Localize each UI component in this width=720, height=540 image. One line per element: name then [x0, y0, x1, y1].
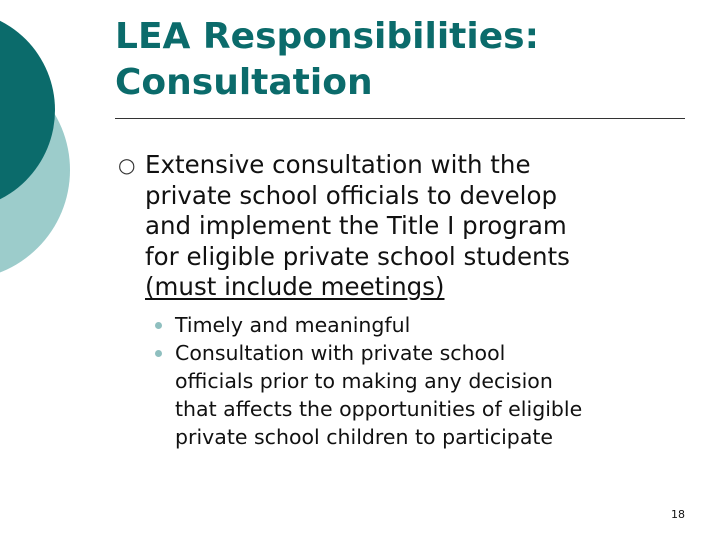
main-bullet-line: Extensive consultation with the: [145, 150, 531, 179]
dot-bullet-icon: [155, 350, 162, 357]
page-number: 18: [671, 508, 685, 521]
ring-bullet-icon: ○: [118, 153, 136, 177]
sub-bullet-line: Timely and meaningful: [175, 313, 411, 337]
title-divider: [115, 118, 685, 119]
sub-bullet-list: [155, 311, 695, 451]
sub-bullet-line: officials prior to making any decision: [175, 369, 553, 393]
sub-bullet-line: that affects the opportunities of eligible: [175, 397, 583, 421]
main-bullet-line-underlined: (must include meetings): [145, 272, 445, 301]
slide-title: [115, 14, 705, 106]
dot-bullet-icon: [155, 322, 162, 329]
sub-bullet-line: Consultation with private school: [175, 341, 506, 365]
sub-bullet-line: private school children to participate: [175, 425, 554, 449]
sub-bullet-item: [155, 311, 695, 339]
sub-bullet-item: [155, 339, 695, 451]
title-line-1: LEA Responsibilities:: [115, 16, 539, 57]
title-line-2: Consultation: [115, 62, 373, 103]
main-bullet-line: for eligible private school students: [145, 241, 570, 271]
sub-bullet-text: [175, 311, 695, 339]
main-bullet-text: [145, 150, 690, 303]
main-bullet-line: private school officials to develop: [145, 180, 558, 210]
decorative-circles: [0, 0, 120, 300]
sub-bullet-text: [175, 339, 695, 451]
main-bullet-line: and implement the Title I program: [145, 211, 567, 240]
